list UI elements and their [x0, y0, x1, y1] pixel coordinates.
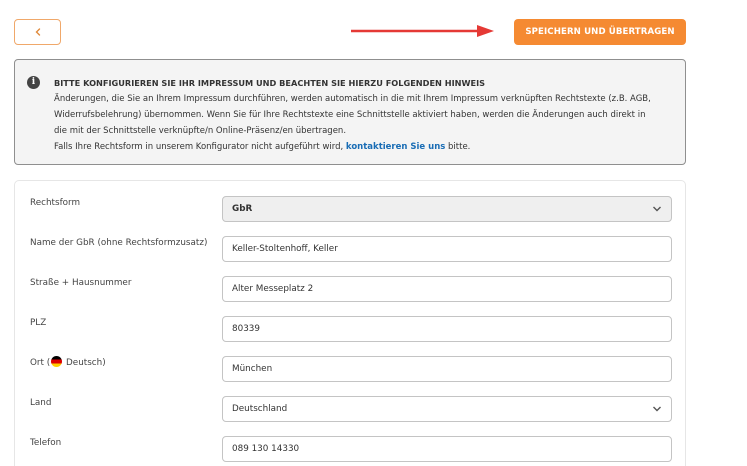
ort-input[interactable]: [222, 356, 672, 382]
land-value: Deutschland: [232, 404, 288, 414]
row-land: [15, 396, 685, 422]
notice-text: bitte.: [445, 142, 471, 152]
row-rechtsform: [15, 196, 685, 222]
name-input[interactable]: [222, 236, 672, 262]
notice-title: BITTE KONFIGURIEREN SIE IHR IMPRESSUM UND BEACHTEN SIE HIERZU FOLGENDEN HINWEIS: [54, 78, 486, 88]
rechtsform-label: Rechtsform: [30, 198, 81, 208]
telefon-input[interactable]: [222, 436, 672, 462]
street-input[interactable]: [222, 276, 672, 302]
street-label: Straße + Hausnummer: [30, 278, 132, 288]
notice-text-line: die mit der Schnittstelle verknüpfte/n Online-Präsenz/en übertragen.: [54, 126, 347, 136]
telefon-label: Telefon: [30, 438, 62, 448]
notice-text: Falls Ihre Rechtsform in unserem Konfigurator nicht aufgeführt wird,: [54, 142, 346, 152]
notice-text-line: [54, 139, 671, 155]
land-select[interactable]: [222, 396, 672, 422]
row-plz: [15, 316, 685, 342]
notice-text-line: Änderungen, die Sie an Ihrem Impressum durchführen, werden automatisch in die mit Ihrem Impressum verknüpften Rechtstexte (z.B. AGB,: [54, 94, 651, 104]
row-ort: [15, 356, 685, 382]
annotation-arrow-icon: [351, 24, 495, 38]
ort-label: [30, 356, 106, 370]
row-telefon: [15, 436, 685, 462]
plz-input[interactable]: [222, 316, 672, 342]
imprint-form: [14, 180, 686, 466]
chevron-down-icon: [652, 405, 662, 413]
ort-label-prefix: Ort (: [30, 358, 51, 368]
contact-us-link[interactable]: kontaktieren Sie uns: [345, 142, 446, 152]
rechtsform-value: GbR: [232, 204, 253, 214]
chevron-left-icon: [34, 28, 42, 36]
german-flag-icon: [51, 356, 62, 367]
save-and-transfer-button[interactable]: SPEICHERN UND ÜBERTRAGEN: [514, 19, 686, 45]
rechtsform-select[interactable]: [222, 196, 672, 222]
name-label: Name der GbR (ohne Rechtsformzusatz): [30, 238, 208, 248]
chevron-down-icon: [652, 205, 662, 213]
back-button[interactable]: [14, 19, 61, 45]
row-strasse: [15, 276, 685, 302]
notice-text-line: Widerrufsbelehrung) übernommen. Wenn Sie für Ihre Rechtstexte eine Schnittstelle aktiviert haben, werden die Änderungen auch direkt in: [54, 110, 646, 120]
row-name: [15, 236, 685, 262]
info-notice: [14, 59, 686, 165]
info-icon: i: [27, 76, 40, 89]
land-label: Land: [30, 398, 52, 408]
plz-label: PLZ: [30, 318, 47, 328]
ort-label-suffix: Deutsch): [63, 358, 106, 368]
